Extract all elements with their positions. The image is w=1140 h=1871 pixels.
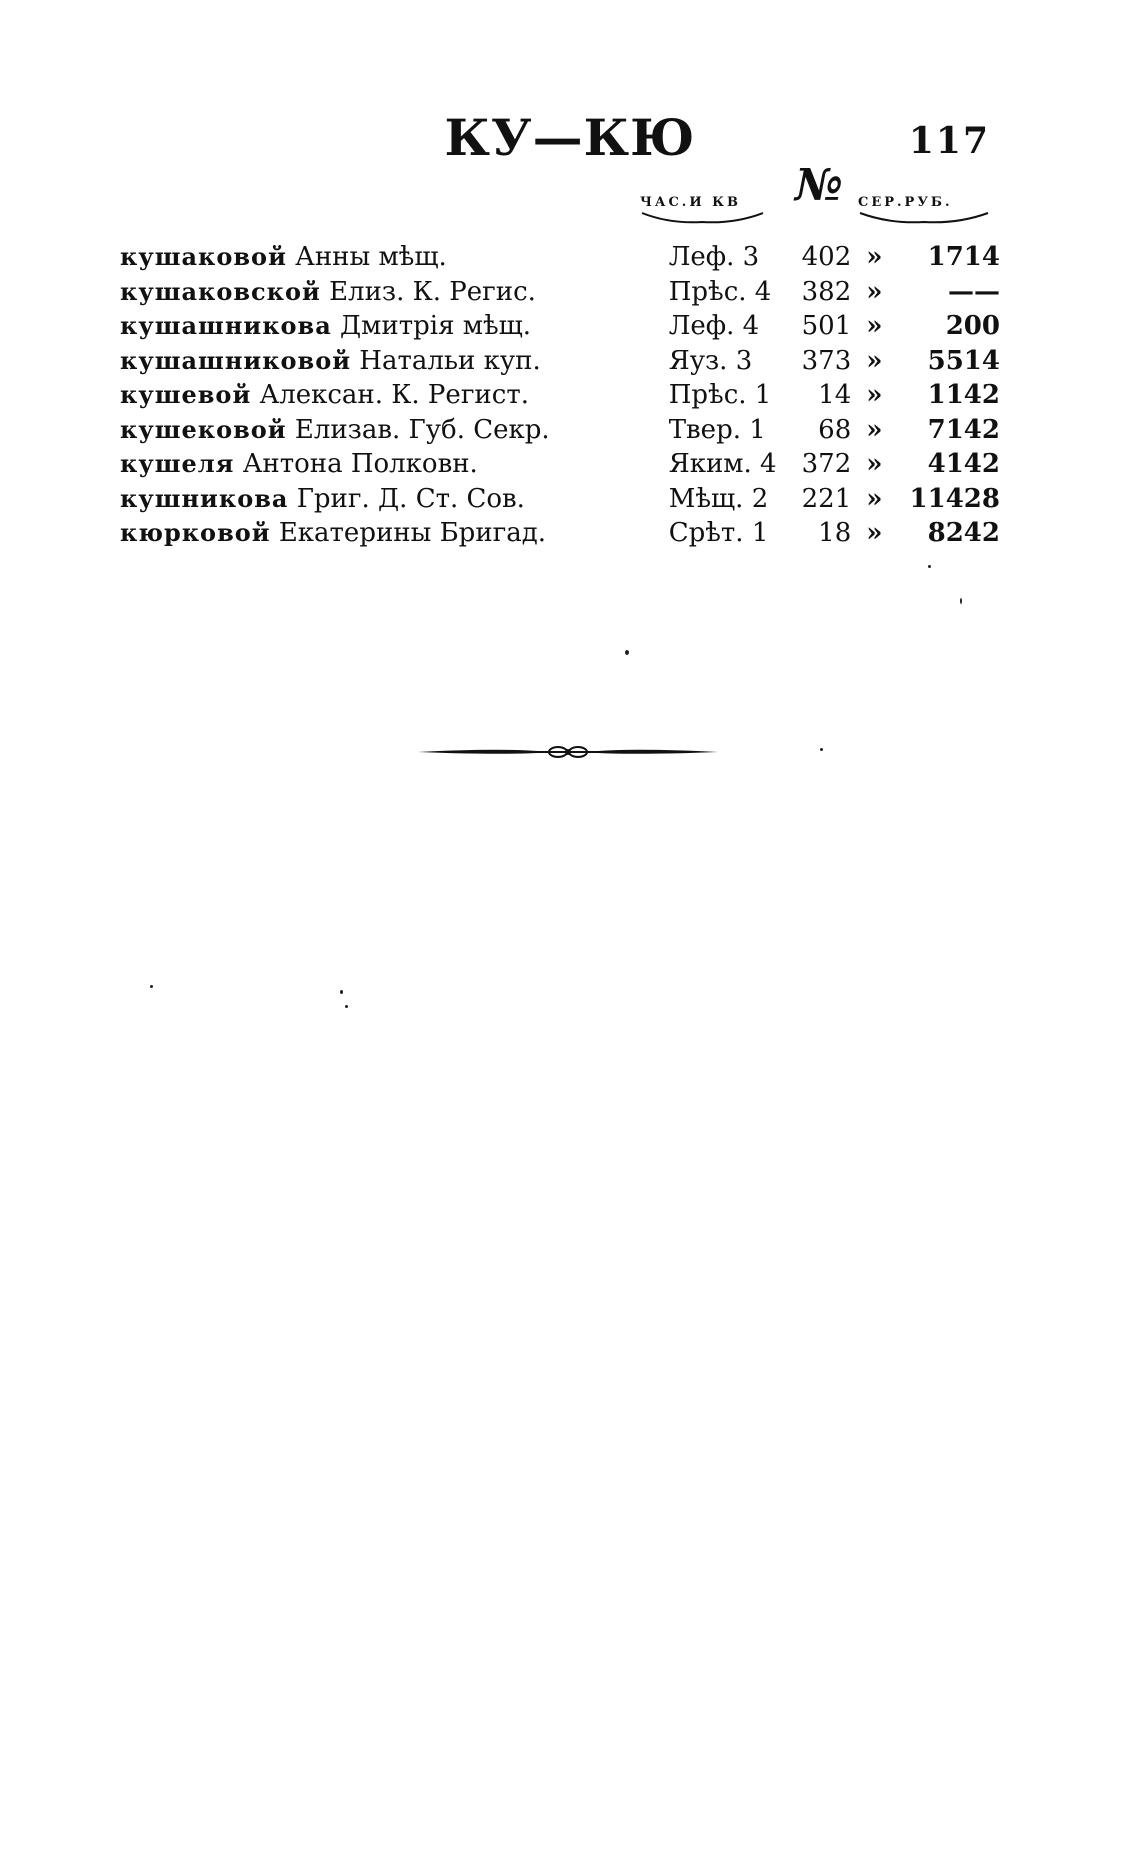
print-speck (960, 598, 962, 604)
entry-ditto: » (866, 345, 883, 376)
brace-icon (858, 210, 990, 226)
entry-part: Леф. 4 (668, 311, 760, 342)
page-number: 117 (908, 120, 990, 162)
entry-ditto: » (866, 380, 883, 411)
entry-surname: кушаковской (120, 276, 321, 306)
entry-name (120, 275, 669, 310)
entry-details: Григ. Д. Ст. Сов. (296, 483, 525, 514)
entry-part: Прѣс. 1 (668, 380, 772, 411)
entry-number: 373 (801, 345, 852, 376)
entry-part: Срѣт. 1 (668, 518, 769, 549)
table-row (120, 344, 1000, 379)
entry-details: Екатерины Бригад. (278, 518, 547, 549)
register-table-body (120, 240, 1000, 551)
entry-rubles: 5514 (927, 345, 1000, 376)
entry-name (120, 344, 669, 379)
entry-ditto: » (866, 276, 883, 307)
register-table (120, 240, 1000, 551)
brace-icon (640, 210, 765, 226)
entry-number: 68 (818, 414, 852, 445)
entry-ditto: » (866, 483, 883, 514)
table-row (120, 378, 1000, 413)
entry-surname: кушековой (120, 414, 287, 444)
column-header-part-label: ЧАС.И КВ (640, 195, 741, 210)
table-row (120, 240, 1000, 275)
entry-number: 382 (801, 276, 852, 307)
entry-surname: кушашниковой (120, 345, 352, 375)
entry-details: Елизав. Губ. Секр. (294, 414, 550, 445)
entry-name (120, 482, 669, 517)
entry-rubles: 4142 (927, 449, 1000, 480)
table-row (120, 447, 1000, 482)
print-speck (340, 990, 343, 994)
entry-ditto: » (866, 242, 883, 273)
entry-rubles: 1142 (927, 380, 1000, 411)
entry-ditto: » (866, 414, 883, 445)
entry-surname: кюрковой (120, 518, 271, 548)
table-row (120, 309, 1000, 344)
entry-details: Антона Полковн. (242, 449, 478, 480)
entry-surname: кушаковой (120, 242, 287, 272)
print-speck (150, 985, 153, 988)
table-row (120, 516, 1000, 551)
entry-details: Алексан. К. Регист. (259, 380, 529, 411)
entry-details: Дмитрія мѣщ. (340, 311, 532, 342)
entry-part: Прѣс. 4 (668, 276, 772, 307)
entry-part: Яким. 4 (668, 449, 777, 480)
entry-surname: кушникова (120, 483, 289, 513)
entry-ditto: » (866, 518, 883, 549)
entry-name (120, 516, 669, 551)
entry-number: 402 (801, 242, 852, 273)
entry-details: Анны мѣщ. (295, 242, 447, 273)
entry-name (120, 413, 669, 448)
entry-name (120, 240, 669, 275)
entry-rubles: 8242 (927, 518, 1000, 549)
entry-ditto: » (866, 311, 883, 342)
entry-rubles: 1714 (927, 242, 1000, 273)
print-speck (345, 1005, 348, 1008)
table-row (120, 413, 1000, 448)
ornament-divider-icon (418, 740, 718, 764)
entry-number: 501 (801, 311, 852, 342)
print-speck (820, 748, 823, 751)
entry-number: 14 (818, 380, 852, 411)
entry-number: 372 (801, 449, 852, 480)
entry-details: Натальи куп. (359, 345, 541, 376)
entry-part: Твер. 1 (668, 414, 766, 445)
column-header-number: № (795, 160, 843, 211)
entry-name (120, 309, 669, 344)
entry-rubles: 7142 (927, 414, 1000, 445)
entry-details: Елиз. К. Регис. (329, 276, 536, 307)
print-speck (928, 565, 931, 568)
table-row (120, 275, 1000, 310)
table-row (120, 482, 1000, 517)
entry-rubles: —— (948, 276, 1000, 307)
entry-part: Леф. 3 (668, 242, 760, 273)
page-title: КУ—КЮ (444, 108, 696, 167)
entry-part: Мѣщ. 2 (668, 483, 769, 514)
entry-ditto: » (866, 449, 883, 480)
entry-number: 221 (801, 483, 852, 514)
entry-surname: кушашникова (120, 311, 332, 341)
entry-surname: кушеля (120, 449, 235, 479)
entry-name (120, 378, 669, 413)
entry-surname: кушевой (120, 380, 252, 410)
print-speck (625, 650, 629, 655)
column-header-rubles-label: СЕР.РУБ. (858, 195, 953, 210)
entry-rubles: 11428 (909, 483, 1000, 514)
running-head (0, 108, 1140, 168)
entry-name (120, 447, 669, 482)
entry-part: Яуз. 3 (668, 345, 753, 376)
entry-rubles: 200 (945, 311, 1000, 342)
entry-number: 18 (818, 518, 852, 549)
